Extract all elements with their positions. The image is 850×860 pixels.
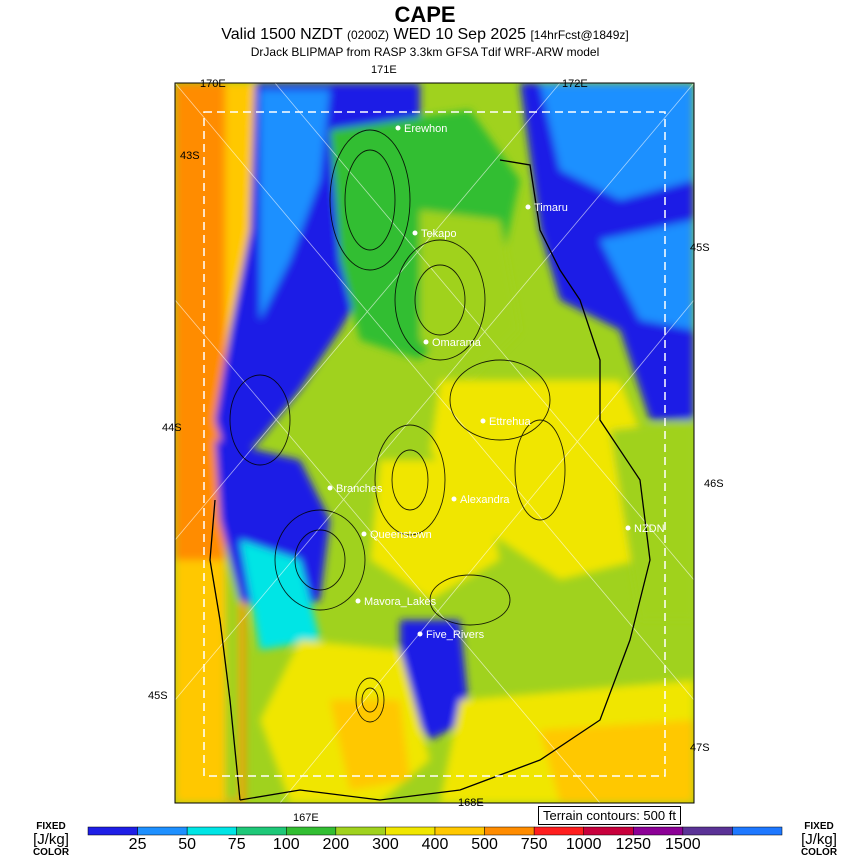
lat-label: 45S (148, 690, 168, 702)
town-label: Tekapo (421, 228, 457, 240)
model-subtitle: DrJack BLIPMAP from RASP 3.3km GFSA Tdif WRF-ARW model (250, 45, 600, 59)
forecast-info: [14hrFcst@1849z] (530, 28, 629, 42)
units-label: [J/kg] (801, 831, 837, 848)
colorbar-tick-label: 300 (372, 836, 399, 853)
town-dot (356, 599, 361, 604)
colorbar-swatch (683, 827, 733, 835)
colorbar-swatch (336, 827, 386, 835)
colorbar-tick-label: 500 (471, 836, 498, 853)
colorbar-tick-label: 750 (520, 836, 548, 853)
colorbar-swatch (732, 827, 782, 835)
town-label: Ettrehua (489, 416, 531, 428)
town-dot (452, 497, 457, 502)
town-dot (526, 205, 531, 210)
town-dot (328, 486, 333, 491)
terrain-contours-note: Terrain contours: 500 ft (538, 806, 681, 825)
town-dot (413, 231, 418, 236)
lon-label: 170E (200, 78, 226, 90)
colorbar-tick-label: 200 (322, 836, 350, 853)
lat-label: 43S (180, 150, 200, 162)
map-field (175, 83, 694, 803)
units-label: [J/kg] (33, 831, 69, 848)
lon-label: 172E (562, 78, 588, 90)
town-dot (481, 419, 486, 424)
town-label: NZDN (634, 523, 665, 535)
fixed-label: FIXED (36, 821, 66, 832)
town-dot (396, 126, 401, 131)
color-label: COLOR (32, 847, 70, 858)
colorbar-unit-right (796, 822, 842, 858)
colorbar-tick-label: 400 (421, 836, 449, 853)
colorbar (88, 827, 782, 835)
colorbar-tick-label: 25 (128, 836, 147, 853)
lon-label: 168E (458, 797, 484, 809)
valid-date: WED 10 Sep 2025 (393, 26, 527, 43)
town-label: Erewhon (404, 123, 448, 135)
colorbar-swatch (435, 827, 485, 835)
town-dot (362, 532, 367, 537)
colorbar-swatch (485, 827, 535, 835)
lon-label: 167E (293, 812, 319, 824)
colorbar-swatch (385, 827, 435, 835)
colorbar-tick-label: 50 (178, 836, 197, 853)
lat-label: 46S (704, 478, 724, 490)
colorbar-unit-left (28, 822, 74, 858)
valid-prefix: Valid 1500 NZDT (221, 26, 343, 43)
colorbar-tick-label: 100 (272, 836, 300, 853)
chart-title: CAPE (394, 2, 456, 27)
valid-utc: (0200Z) (347, 28, 390, 42)
colorbar-swatch (237, 827, 287, 835)
colorbar-swatch (187, 827, 237, 835)
lat-label: 47S (690, 742, 710, 754)
colorbar-swatch (88, 827, 138, 835)
colorbar-swatch (534, 827, 584, 835)
town-dot (626, 526, 631, 531)
town-dot (424, 340, 429, 345)
town-label: Queenstown (370, 529, 432, 541)
lon-label: 171E (371, 64, 397, 76)
colorbar-swatch (633, 827, 683, 835)
town-label: Branches (336, 483, 383, 495)
colorbar-swatch (286, 827, 336, 835)
town-label: Mavora_Lakes (364, 596, 437, 608)
lat-label: 44S (162, 422, 182, 434)
town-dot (418, 632, 423, 637)
fixed-label: FIXED (804, 821, 834, 832)
color-label: COLOR (800, 847, 838, 858)
town-label: Alexandra (460, 494, 510, 506)
town-label: Five_Rivers (426, 629, 485, 641)
colorbar-swatch (138, 827, 188, 835)
lat-label: 45S (690, 242, 710, 254)
colorbar-tick-label: 1500 (665, 836, 701, 853)
colorbar-tick-label: 75 (227, 836, 246, 853)
town-label: Omarama (432, 337, 481, 349)
colorbar-swatch (584, 827, 634, 835)
colorbar-tick-label: 1000 (565, 836, 602, 853)
town-label: Timaru (534, 202, 568, 214)
colorbar-tick-label: 1250 (615, 836, 652, 853)
